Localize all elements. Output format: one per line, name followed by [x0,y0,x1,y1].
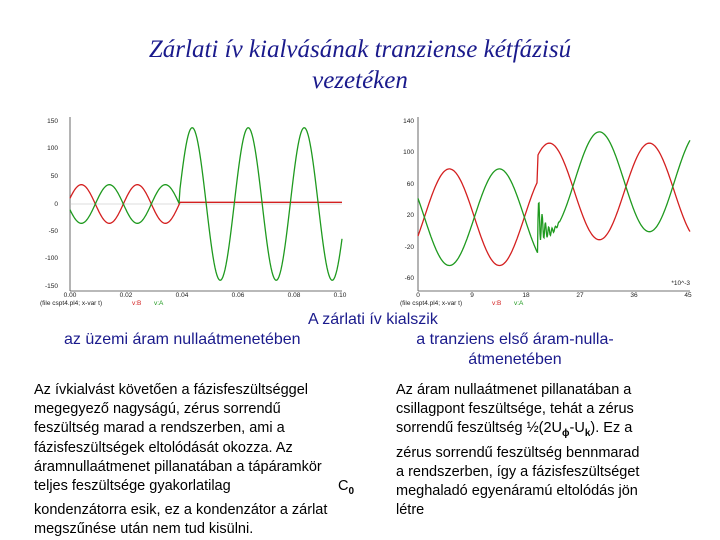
title-line-2: vezetéken [312,67,408,94]
left-ytick: 150 [47,118,58,125]
formula-sub-phi: ϕ [562,428,570,440]
left-xtick: 0.00 [63,292,77,299]
left-para-line-c0 [34,477,354,501]
right-para-line: létre [396,502,425,519]
left-ytick: -50 [48,228,58,235]
right-paragraph [396,381,696,520]
right-para-line-formula [396,419,696,443]
right-trace-vb [418,143,690,265]
left-ytick: 0 [54,201,58,208]
left-para-line: megegyező nagyságú, zérus sorrendű [34,401,281,418]
right-ytick: -20 [404,244,414,251]
slide-title [0,34,720,96]
c0-symbol [338,477,354,501]
left-para-line: kondenzátorra esik, ez a kondenzátor a zárlat [34,502,328,519]
right-ytick: 20 [406,212,414,219]
left-paragraph [34,381,354,540]
right-ytick: 100 [403,149,414,156]
right-ytick: 140 [403,118,414,125]
right-para-line: zérus sorrendű feszültség bennmarad [396,444,640,461]
left-para-line: Az ívkialvást követően a fázisfeszültséggel [34,382,309,398]
caption-right-line-2: átmenetében [468,351,562,368]
left-footer-va: v:A [154,300,164,307]
caption-right [390,330,640,370]
left-para-line: fázisfeszültségek eltolódását okozza. Az [34,439,293,456]
c0-subscript: 0 [348,485,354,497]
formula-part: sorrendű feszültség ½(2U [396,420,563,437]
left-para-line: teljes feszültsége gyakorlatilag [34,478,231,495]
left-footer-vb: v:B [132,300,142,307]
right-xtick: 36 [630,292,638,299]
right-waveform-plot [378,113,708,308]
right-para-line: csillagpont feszültsége, tehát a zérus [396,401,634,418]
left-xtick: 0.10 [333,292,347,299]
right-footer-va: v:A [514,300,524,307]
formula-part: ). Ez a [590,420,633,437]
left-ytick: 100 [47,145,58,152]
left-xtick: 0.08 [287,292,301,299]
left-xtick: 0.02 [119,292,133,299]
right-footer-file: (file cspt4.pl4; x-var t) [400,300,463,307]
right-exponent: *10^-3 [671,280,690,287]
caption-right-line-1: a tranziens első áram-nulla- [416,331,614,348]
left-ytick: 50 [50,173,58,180]
c0-letter: C [337,478,349,495]
title-line-1: Zárlati ív kialvásának tranziense kétfázisú [148,36,572,63]
caption-center: A zárlati ív kialszik [308,311,438,328]
caption-left: az üzemi áram nullaátmenetében [64,331,301,348]
left-para-line: megszűnése után nem tud kisülni. [34,521,254,538]
left-para-line: feszültség marad a rendszerben, ami a [34,420,285,437]
left-xtick: 0.06 [231,292,245,299]
left-footer-file: (file cspt4.pl4; x-var t) [40,300,103,307]
left-xtick: 0.04 [175,292,189,299]
formula-sub-k: k [584,428,591,440]
right-plot-svg [378,113,708,308]
right-footer-vb: v:B [492,300,502,307]
left-waveform-plot [32,113,362,308]
right-para-line: Az áram nullaátmenet pillanatában a [396,382,632,398]
right-xtick: 45 [684,292,692,299]
left-ytick: -100 [44,255,58,262]
right-xtick: 18 [522,292,530,299]
left-ytick: -150 [44,283,58,290]
formula-part: -U [569,420,585,437]
left-para-line: áramnullaátmenet pillanatában a tápáramkör [34,458,322,475]
right-para-line: meghaladó egyenáramú eltolódás jön [396,482,638,499]
left-plot-svg [32,113,362,308]
right-ytick: -60 [404,275,414,282]
right-xtick: 0 [416,292,420,299]
right-xtick: 9 [470,292,474,299]
right-trace-va [418,132,690,266]
right-para-line: a rendszerben, így a fázisfeszültséget [396,463,640,480]
right-xtick: 27 [576,292,584,299]
right-ytick: 60 [406,181,414,188]
